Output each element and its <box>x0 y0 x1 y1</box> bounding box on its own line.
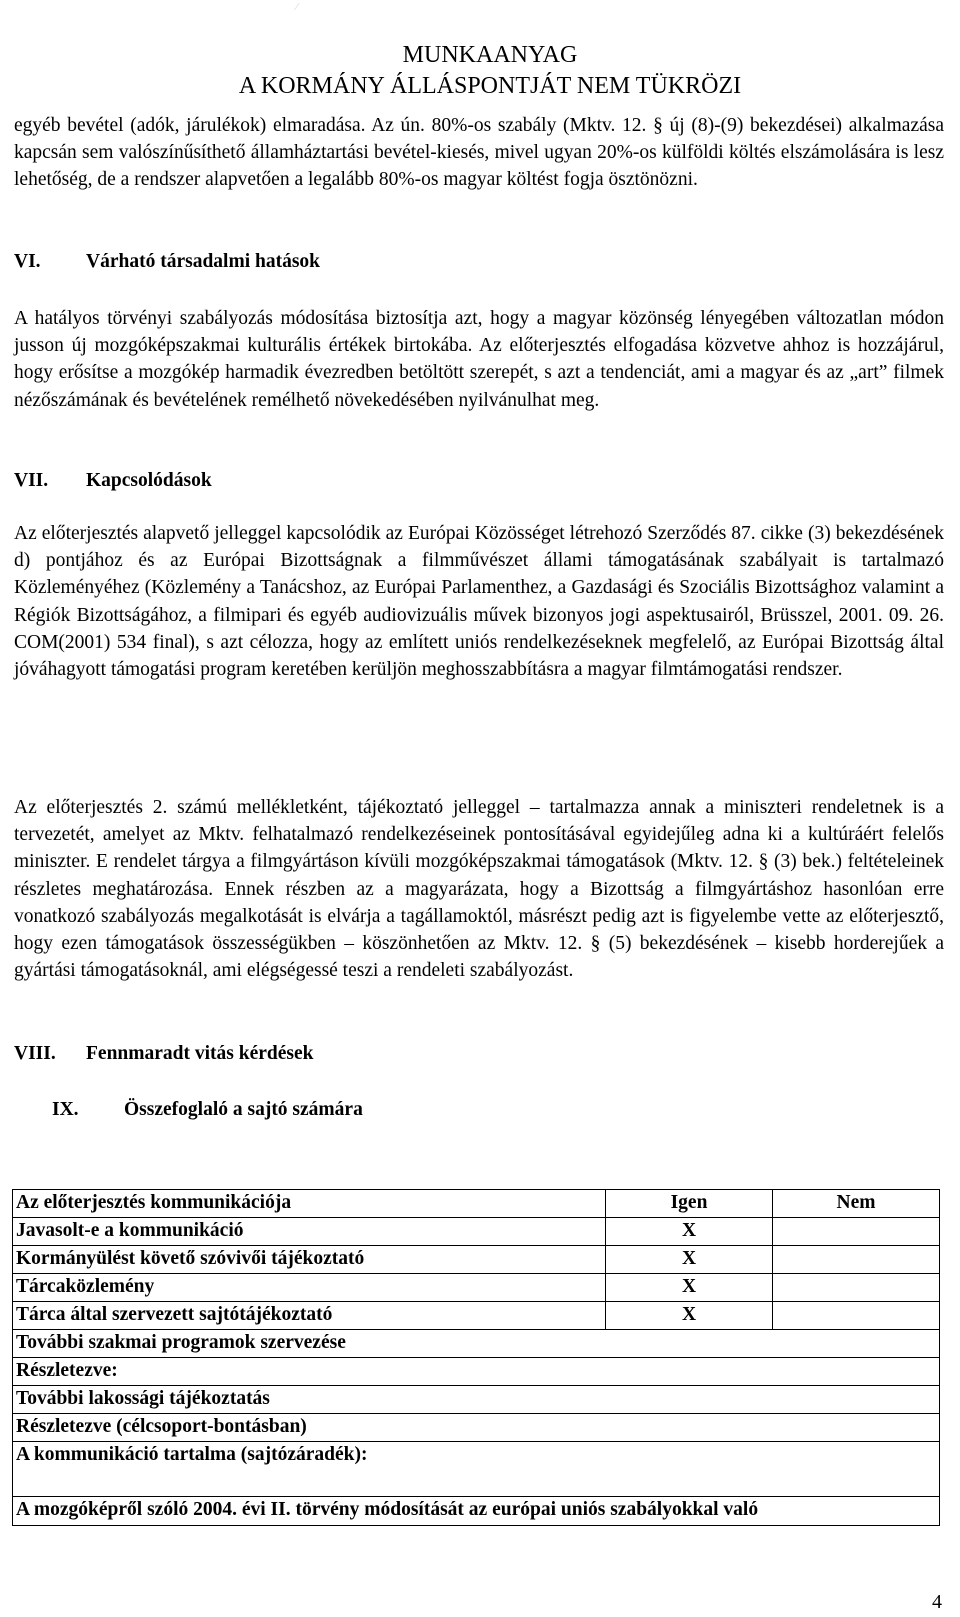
content-text: A mozgóképről szóló 2004. évi II. törvény módosítását az európai uniós szabályokkal való <box>13 1497 940 1526</box>
details-label: Részletezve: <box>13 1358 940 1386</box>
table-row <box>13 1218 940 1246</box>
row-label: Tárca által szervezett sajtótájékoztató <box>13 1302 606 1330</box>
table-row <box>13 1442 940 1497</box>
table-row <box>13 1246 940 1274</box>
section-vi-title: Várható társadalmi hatások <box>86 251 321 272</box>
row-yes-mark: X <box>606 1218 773 1246</box>
table-header-no: Nem <box>773 1190 940 1218</box>
section-viii-heading <box>14 1040 314 1067</box>
section-viii-title: Fennmaradt vitás kérdések <box>86 1043 314 1064</box>
table-header-row <box>13 1190 940 1218</box>
section-vii-title: Kapcsolódások <box>86 470 212 491</box>
section-vi-number: VI. <box>14 251 41 272</box>
row-no-mark <box>773 1218 940 1246</box>
table-header-yes: Igen <box>606 1190 773 1218</box>
table-header-label: Az előterjesztés kommunikációja <box>13 1190 606 1218</box>
content-label: A kommunikáció tartalma (sajtózáradék): <box>13 1442 940 1497</box>
row-label: További szakmai programok szervezése <box>13 1330 940 1358</box>
section-vii-paragraph-2: Az előterjesztés 2. számú mellékletként, tájékoztató jelleggel – tartalmazza annak a miniszteri rendeletnek is a tervezetét, amelyet az Mktv. felhatalmazó rendelkezéseinek pontosításával egyidejűleg adna ki a kultúráért felelős miniszter. E rendelet tárgya a filmgyártáson kívüli mozgóképszakmai támogatások (Mktv. 12. § (3) bek.) feltételeinek részletes meghatározása. Ennek részben az a magyarázata, hogy a Bizottság a filmgyártáshoz hasonlóan erre vonatkozó szabályozás megalkotását is elvárja a tagállamoktól, másrészt pedig azt is figyelembe vette az előterjesztő, hogy ezen támogatások összességükben – köszönhetően az Mktv. 12. § (5) bekezdésének – kisebb horderejűek a gyártási támogatásoknál, ami elégségessé teszi a rendeleti szabályozást. <box>14 797 944 982</box>
table-row <box>13 1386 940 1414</box>
details-target-label: Részletezve (célcsoport-bontásban) <box>13 1414 940 1442</box>
table-row <box>13 1497 940 1526</box>
row-no-mark <box>773 1246 940 1274</box>
section-vi-heading <box>14 248 320 275</box>
watermark-line-2: A KORMÁNY ÁLLÁSPONTJÁT NEM TÜKRÖZI <box>238 73 742 99</box>
row-no-mark <box>773 1302 940 1330</box>
row-label: Javasolt-e a kommunikáció <box>13 1218 606 1246</box>
row-no-mark <box>773 1274 940 1302</box>
section-ix-title: Összefoglaló a sajtó számára <box>124 1099 363 1120</box>
further-info-label: További lakossági tájékoztatás <box>13 1386 940 1414</box>
section-vi-paragraph: A hatályos törvényi szabályozás módosítása biztosítja azt, hogy a magyar közönség lényegében változatlan módon jusson új mozgóképszakmai kulturális értékek birtokába. Az előterjesztés elfogadása közvetve ahhoz is hozzájárul, hogy erősítse a mozgókép harmadik évezredben betöltött szerepét, s azt a tendenciát, ami a magyar és az „art” filmek nézőszámának és bevételének remélhető növekedésében nyilvánulhat meg. <box>14 308 944 411</box>
page-number: 4 <box>932 1591 942 1613</box>
table-row <box>13 1274 940 1302</box>
section-vii-heading <box>14 467 212 494</box>
section-ix-number: IX. <box>52 1099 79 1120</box>
section-vii-number: VII. <box>14 470 49 491</box>
section-ix-heading <box>52 1096 363 1123</box>
row-yes-mark: X <box>606 1246 773 1274</box>
row-yes-mark: X <box>606 1274 773 1302</box>
table-row <box>13 1302 940 1330</box>
intro-paragraph: egyéb bevétel (adók, járulékok) elmaradása. Az ún. 80%-os szabály (Mktv. 12. § új (8)-(9) bekezdései) alkalmazása kapcsán sem valószínűsíthető államháztartási bevétel-kiesés, mivel ugyan 20%-os külföldi költés elszámolására is lesz lehetőség, de a rendszer alapvetően a legalább 80%-os magyar költést fogja ösztönözni. <box>14 115 944 191</box>
table-row <box>13 1330 940 1358</box>
row-yes-mark: X <box>606 1302 773 1330</box>
section-viii-number: VIII. <box>14 1043 56 1064</box>
watermark-header <box>190 40 790 102</box>
table-row <box>13 1414 940 1442</box>
section-vii-paragraph-1: Az előterjesztés alapvető jelleggel kapcsolódik az Európai Közösséget létrehozó Szerződés 87. cikke (3) bekezdésének d) pontjához és az Európai Bizottságnak a filmművészet állami támogatásának szabályait is tartalmazó Közleményéhez (Közlemény a Tanácshoz, az Európai Parlamenthez, a Gazdasági és Szociális Bizottsághoz valamint a Régiók Bizottságához, a filmipari és egyéb audiovizuális művek bizonyos jogi aspektusairól, Brüsszel, 2001. 09. 26. COM(2001) 534 final), s azt célozza, hogy az említett uniós rendelkezéseknek megfelelő, az Európai Bizottság által jóváhagyott támogatási program keretében kerüljön meghosszabbításra a magyar filmtámogatási rendszer. <box>14 523 944 681</box>
communication-table <box>12 1189 940 1526</box>
row-label: Tárcaközlemény <box>13 1274 606 1302</box>
table-row <box>13 1358 940 1386</box>
row-label: Kormányülést követő szóvivői tájékoztató <box>13 1246 606 1274</box>
scan-mark: ⁄ <box>296 2 298 13</box>
watermark-line-1: MUNKAANYAG <box>402 42 578 68</box>
